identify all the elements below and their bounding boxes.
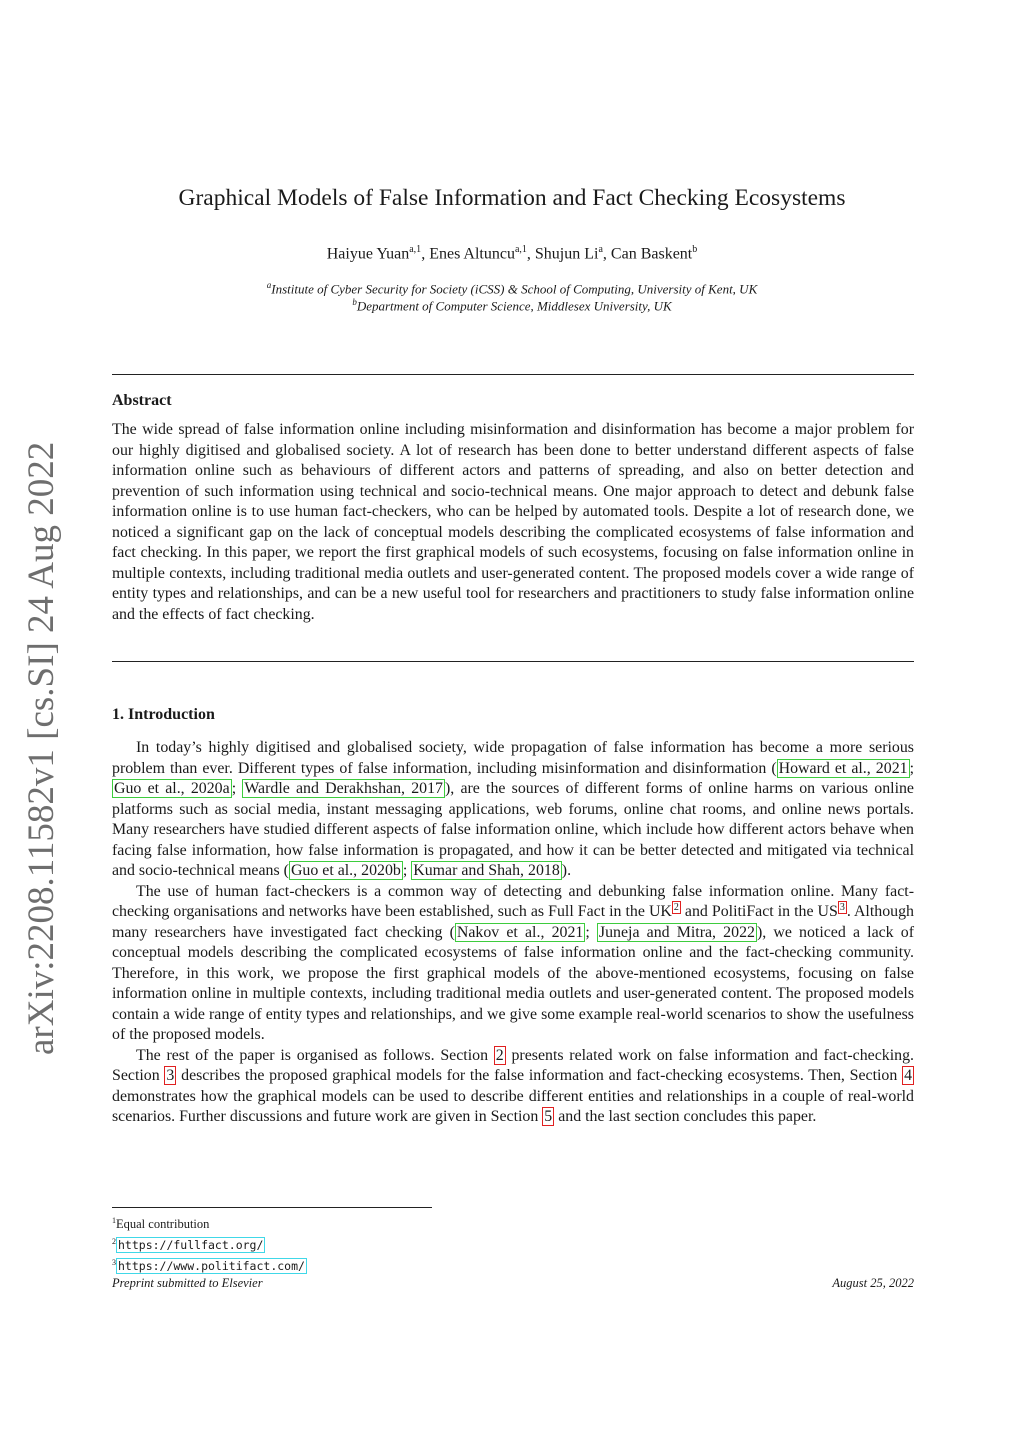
footnote-link[interactable]: 2 xyxy=(673,901,679,913)
fullfact-url-link[interactable]: https://fullfact.org/ xyxy=(118,1238,264,1253)
footer-date: August 25, 2022 xyxy=(832,1276,914,1290)
citation-link[interactable]: Guo et al., 2020a xyxy=(114,780,230,797)
author-name: Haiyue Yuan xyxy=(326,245,410,263)
section-ref-link[interactable]: 5 xyxy=(544,1108,553,1125)
footnote-rule xyxy=(112,1207,432,1208)
citation-link[interactable]: Howard et al., 2021 xyxy=(778,759,908,777)
affiliation-text: Department of Computer Science, Middlesex University, UK xyxy=(356,298,672,314)
citation-link[interactable]: Guo et al., 2020b xyxy=(290,862,401,879)
intro-paragraph-3: The rest of the paper is organised as follows. Section 2 presents related work on false information and fact-checking. Section 3 describes the proposed graphical models for the false information and fact-checking ecosystems. Then, Section 4 demonstrates how the graphical models can be used to describe different entities and relationships in a couple of real-world scenarios. Further discussions and future work are given in Section 5 and the last section concludes this paper. xyxy=(112,1046,914,1125)
introduction-body xyxy=(112,738,914,1128)
abstract-body xyxy=(112,420,914,625)
section-ref-link[interactable]: 4 xyxy=(904,1067,913,1084)
citation-link[interactable]: Kumar and Shah, 2018 xyxy=(413,862,560,879)
paper-title: Graphical Models of False Information and Fact Checking Ecosystems xyxy=(178,185,846,211)
politifact-url-link[interactable]: https://www.politifact.com/ xyxy=(118,1259,305,1274)
footnote-2: $^2$ https://fullfact.org/ xyxy=(112,1237,264,1253)
affiliation-a xyxy=(100,280,924,297)
author-name: Can Baskent xyxy=(610,245,693,263)
section-ref-link[interactable]: 2 xyxy=(495,1046,504,1064)
section-heading-introduction: 1. Introduction xyxy=(112,706,215,723)
intro-paragraph-1: In today’s highly digitised and globalised society, wide propagation of false information has become a more serious problem than ever. Different types of false information, including misinformation and disinformation ( Howard et al., 2021 ; Guo et al., 2020a ; Wardle and Derakhshan, 2017 ), are the sources of different forms of online harms on various online platforms such as social media, instant messaging applications, web forums, online chat rooms, and online news portals. Many researchers have studied different aspects of false information online, which include how different actors behave when facing false information, how false information is propagated, and how it can be better detected and mitigated via technical and socio-technical means ( Guo et al., 2020b ; Kumar and Shah, 2018 ). xyxy=(112,739,914,879)
affiliation-text: Institute of Cyber Security for Society (iCSS) & School of Computing, University of Kent, UK xyxy=(271,281,758,297)
abstract-bottom-rule xyxy=(112,661,914,662)
intro-paragraph-2: The use of human fact-checkers is a common way of detecting and debunking false information online. Many fact-checking organisations and networks have been established, such as Full Fact in the UK $^2$ and PolitiFact in the US $^3$ . Although many researchers have investigated fact checking ( Nakov et al., 2021 ; Juneja and Mitra, 2022 ), we noticed a lack of conceptual models describing the complicated ecosystems of false information online and the fact-checking community. Therefore, in this work, we propose the first graphical models of the above-mentioned ecosystems, focusing on false information online in multiple contexts, including traditional media outlets and user-generated content. The proposed models contain a wide range of entity types and relationships, and we give some example real-world scenarios to show the usefulness of the proposed models. xyxy=(112,882,914,1043)
section-ref-link[interactable]: 3 xyxy=(166,1067,175,1084)
author-mark: a xyxy=(598,244,603,255)
author-mark: b xyxy=(692,244,698,255)
footnote-3: $^3$ https://www.politifact.com/ xyxy=(112,1258,305,1274)
citation-link[interactable]: Juneja and Mitra, 2022 xyxy=(598,923,755,941)
affiliation-mark: a xyxy=(266,280,272,290)
citation-link[interactable]: Wardle and Derakhshan, 2017 xyxy=(244,780,443,797)
preprint-note: Preprint submitted to Elsevier xyxy=(112,1276,263,1290)
arxiv-stamp: arXiv:2208.11582v1 [cs.SI] 24 Aug 2022 xyxy=(21,441,62,1055)
abstract-top-rule xyxy=(112,374,914,375)
footnote-1: $^1$Equal contribution xyxy=(112,1216,210,1232)
abstract-text: The wide spread of false information online including misinformation and disinformation has become a major problem for our highly digitised and globalised society. A lot of research has been done to better understand different aspects of false information online such as behaviours of different actors and patterns of spreading, and also on better detection and prevention of such information using technical and socio-technical means. One major approach to detect and debunk false information online is to use human fact-checkers, who can be helped by automated tools. Despite a lot of research done, we noticed a significant gap on the lack of conceptual models describing the complicated ecosystems of false information and fact checking. In this paper, we report the first graphical models of such ecosystems, focusing on false information online in multiple contexts, including traditional media outlets and user-generated content. The proposed models cover a wide range of entity types and relationships, and can be a new useful tool for researchers and practitioners to study false information online and the effects of fact checking. xyxy=(112,421,914,623)
abstract-heading: Abstract xyxy=(112,392,172,409)
affiliation-mark: b xyxy=(352,297,357,307)
footnote-link[interactable]: 3 xyxy=(839,901,845,913)
author-list: Haiyue Yuan$^{a,1}$, Enes Altuncu$^{a,1}$, Shujun Li$^a$, Can Baskent$^b$ xyxy=(326,244,698,263)
affiliation-b xyxy=(100,297,924,314)
author-name: Shujun Li xyxy=(534,245,599,263)
author-name: Enes Altuncu xyxy=(429,245,515,263)
author-mark: a,1 xyxy=(409,244,422,255)
citation-link[interactable]: Nakov et al., 2021 xyxy=(456,923,584,941)
author-mark: a,1 xyxy=(514,244,527,255)
footnotes xyxy=(112,1212,307,1275)
